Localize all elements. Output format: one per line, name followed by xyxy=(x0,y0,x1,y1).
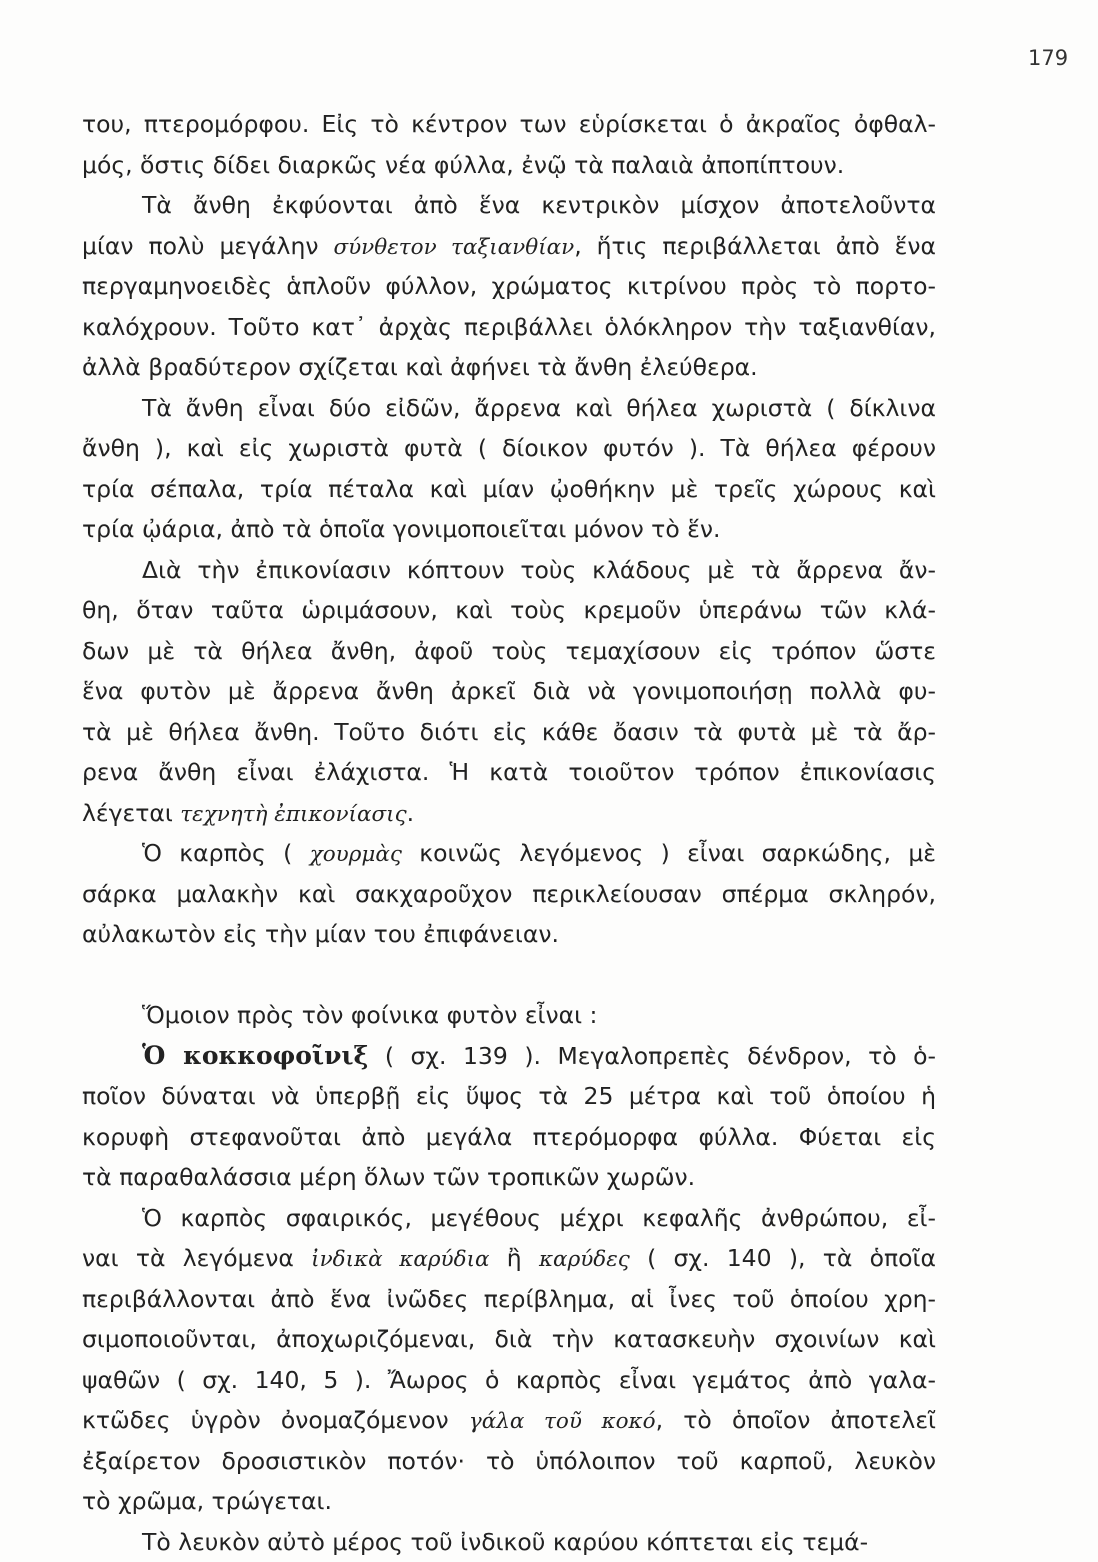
italic-term: χουρμὰς xyxy=(310,842,402,867)
text-line xyxy=(82,1076,936,1117)
body-text xyxy=(82,104,936,1562)
text-run: σάρκα μαλακὴν καὶ σακχαροῦχον περικλείουσαν σπέρμα σκληρόν, xyxy=(82,880,936,908)
text-run: ( σχ. 140 ), τὰ ὁποῖα xyxy=(630,1244,936,1272)
text-run: ἄνθη ), καὶ εἰς χωριστὰ φυτὰ ( δίοικον φυτόν ). Τὰ θήλεα φέρουν xyxy=(82,434,936,462)
text-line xyxy=(82,1441,936,1482)
text-line xyxy=(82,1522,936,1562)
text-run: δων μὲ τὰ θήλεα ἄνθη, ἀφοῦ τοὺς τεμαχίσουν εἰς τρόπον ὥστε xyxy=(82,637,936,665)
text-run: Ὁ καρπὸς σφαιρικός, μεγέθους μέχρι κεφαλῆς ἀνθρώπου, εἶ- xyxy=(142,1204,936,1232)
paragraph xyxy=(82,1522,936,1562)
text-run: λέγεται xyxy=(82,799,180,827)
text-run: ναι τὰ λεγόμενα xyxy=(82,1244,311,1272)
text-line xyxy=(82,833,936,874)
text-run: Τὸ λευκὸν αὐτὸ μέρος τοῦ ἰνδικοῦ καρύου κόπτεται εἰς τεμά- xyxy=(142,1528,868,1556)
text-line xyxy=(82,550,936,591)
italic-term: ἰνδικὰ καρύδια xyxy=(311,1247,489,1272)
text-run: τρία ᾠάρια, ἀπὸ τὰ ὁποῖα γονιμοποιεῖται μόνον τὸ ἕν. xyxy=(82,515,720,543)
text-run: ( σχ. 139 ). Μεγαλοπρεπὲς δένδρον, τὸ ὁ- xyxy=(368,1042,936,1070)
text-run: Ὅμοιον πρὸς τὸν φοίνικα φυτὸν εἶναι : xyxy=(142,1001,597,1029)
paragraph xyxy=(82,1198,936,1522)
text-run: , ἥτις περιβάλλεται ἀπὸ ἕνα xyxy=(574,232,936,260)
paragraph xyxy=(82,833,936,955)
text-line xyxy=(82,1036,936,1077)
text-line xyxy=(82,428,936,469)
text-line xyxy=(82,874,936,915)
text-run: . xyxy=(407,799,414,827)
text-run: Τὰ ἄνθη εἶναι δύο εἰδῶν, ἄρρενα καὶ θήλεα χωριστὰ ( δίκλινα xyxy=(142,394,936,422)
text-run: τὰ μὲ θήλεα ἄνθη. Τοῦτο διότι εἰς κάθε ὄασιν τὰ φυτὰ μὲ τὰ ἄρ- xyxy=(82,718,936,746)
paragraph xyxy=(82,388,936,550)
text-run: τὸ χρῶμα, τρώγεται. xyxy=(82,1487,332,1515)
text-line xyxy=(82,347,936,388)
text-line xyxy=(82,104,936,145)
text-run: ἀλλὰ βραδύτερον σχίζεται καὶ ἀφήνει τὰ ἄνθη ἐλεύθερα. xyxy=(82,353,758,381)
text-run: Ὁ καρπὸς ( xyxy=(142,839,310,867)
paragraph xyxy=(82,185,936,388)
paragraph xyxy=(82,550,936,834)
text-line xyxy=(82,1238,936,1279)
text-run: ἐξαίρετον δροσιστικὸν ποτόν· τὸ ὑπόλοιπον τοῦ καρποῦ, λευκὸν xyxy=(82,1447,936,1475)
text-run: κορυφὴ στεφανοῦται ἀπὸ μεγάλα πτερόμορφα φύλλα. Φύεται εἰς xyxy=(82,1123,936,1151)
text-line xyxy=(82,712,936,753)
text-run: τρία σέπαλα, τρία πέταλα καὶ μίαν ᾠοθήκην μὲ τρεῖς χώρους καὶ xyxy=(82,475,936,503)
text-line xyxy=(82,185,936,226)
text-run: μός, ὅστις δίδει διαρκῶς νέα φύλλα, ἐνῷ τὰ παλαιὰ ἀποπίπτουν. xyxy=(82,151,844,179)
text-run: κτῶδες ὑγρὸν ὀνομαζόμενον xyxy=(82,1406,469,1434)
text-line xyxy=(82,1157,936,1198)
italic-term: γάλα τοῦ κοκό xyxy=(469,1409,656,1434)
text-run: ἢ xyxy=(490,1244,539,1272)
text-line xyxy=(82,1117,936,1158)
paragraph-gap xyxy=(82,955,936,996)
text-line xyxy=(82,1360,936,1401)
text-run: μίαν πολὺ μεγάλην xyxy=(82,232,333,260)
bold-heading: Ὁ κοκκοφοῖνιξ xyxy=(142,1041,368,1070)
text-run: κοινῶς λεγόμενος ) εἶναι σαρκώδης, μὲ xyxy=(402,839,936,867)
text-run: Τὰ ἄνθη ἐκφύονται ἀπὸ ἕνα κεντρικὸν μίσχον ἀποτελοῦντα xyxy=(142,191,936,219)
text-run: σιμοποιοῦνται, ἀποχωριζόμεναι, διὰ τὴν κατασκευὴν σχοινίων καὶ xyxy=(82,1325,936,1353)
text-run: ρενα ἄνθη εἶναι ἐλάχιστα. Ἡ κατὰ τοιοῦτον τρόπον ἐπικονίασις xyxy=(82,758,936,786)
text-run: περγαμηνοειδὲς ἁπλοῦν φύλλον, χρώματος κιτρίνου πρὸς τὸ πορτο- xyxy=(82,272,936,300)
text-line xyxy=(82,509,936,550)
text-line xyxy=(82,914,936,955)
text-line xyxy=(82,1198,936,1239)
text-run: τὰ παραθαλάσσια μέρη ὅλων τῶν τροπικῶν χωρῶν. xyxy=(82,1163,695,1191)
text-line xyxy=(82,671,936,712)
text-line xyxy=(82,266,936,307)
text-run: καλόχρουν. Τοῦτο κατ᾽ ἀρχὰς περιβάλλει ὁλόκληρον τὴν ταξιανθίαν, xyxy=(82,313,936,341)
text-line xyxy=(82,995,936,1036)
text-line xyxy=(82,590,936,631)
text-line xyxy=(82,752,936,793)
text-run: θη, ὅταν ταῦτα ὡριμάσουν, καὶ τοὺς κρεμοῦν ὑπεράνω τῶν κλά- xyxy=(82,596,936,624)
text-run: , τὸ ὁποῖον ἀποτελεῖ xyxy=(656,1406,936,1434)
text-run: ποῖον δύναται νὰ ὑπερβῇ εἰς ὕψος τὰ 25 μέτρα καὶ τοῦ ὁποίου ἡ xyxy=(82,1082,936,1110)
italic-term: σύνθετον ταξιανθίαν xyxy=(333,235,574,260)
text-run: αὐλακωτὸν εἰς τὴν μίαν του ἐπιφάνειαν. xyxy=(82,920,559,948)
text-line xyxy=(82,307,936,348)
text-run: του, πτερομόρφου. Εἰς τὸ κέντρον των εὑρίσκεται ὁ ἀκραῖος ὀφθαλ- xyxy=(82,110,936,138)
text-line xyxy=(82,226,936,267)
italic-term: τεχνητὴ ἐπικονίασις xyxy=(180,802,406,827)
text-line xyxy=(82,793,936,834)
paragraph xyxy=(82,1036,936,1198)
paragraph xyxy=(82,995,936,1036)
text-line xyxy=(82,1279,936,1320)
text-line xyxy=(82,145,936,186)
page-number: 179 xyxy=(1028,46,1068,70)
text-line xyxy=(82,1319,936,1360)
text-line xyxy=(82,469,936,510)
paragraph xyxy=(82,104,936,185)
text-run: περιβάλλονται ἀπὸ ἕνα ἰνῶδες περίβλημα, αἱ ἶνες τοῦ ὁποίου χρη- xyxy=(82,1285,936,1313)
text-run: Διὰ τὴν ἐπικονίασιν κόπτουν τοὺς κλάδους μὲ τὰ ἄρρενα ἄν- xyxy=(142,556,936,584)
text-line xyxy=(82,631,936,672)
text-run: ψαθῶν ( σχ. 140, 5 ). Ἄωρος ὁ καρπὸς εἶναι γεμάτος ἀπὸ γαλα- xyxy=(82,1366,936,1394)
text-line xyxy=(82,1400,936,1441)
italic-term: καρύδες xyxy=(539,1247,630,1272)
text-run: ἕνα φυτὸν μὲ ἄρρενα ἄνθη ἀρκεῖ διὰ νὰ γονιμοποιήσῃ πολλὰ φυ- xyxy=(82,677,936,705)
text-line xyxy=(82,1481,936,1522)
text-line xyxy=(82,388,936,429)
